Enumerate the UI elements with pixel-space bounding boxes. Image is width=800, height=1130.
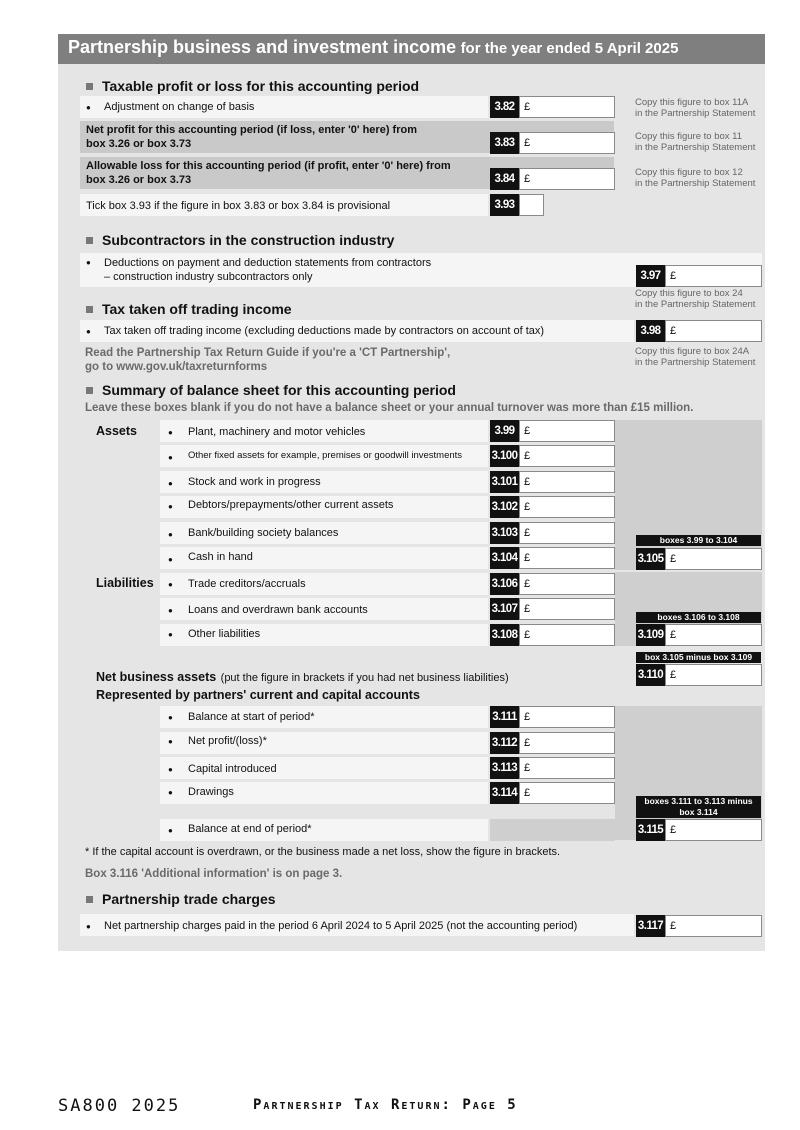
input-3-102[interactable]: £ — [519, 496, 615, 518]
box-number-3-107: 3.107 — [490, 598, 519, 620]
label-3-101: Stock and work in progress — [188, 476, 321, 488]
footer-page-title: Partnership Tax Return: Page 5 — [253, 1097, 518, 1113]
input-3-117[interactable]: £ — [665, 915, 762, 937]
input-3-105[interactable]: £ — [665, 548, 762, 570]
total-header-3-105: boxes 3.99 to 3.104 — [636, 535, 761, 546]
label-3-98: Tax taken off trading income (excluding deductions made by contractors on account of tax) — [104, 325, 545, 337]
footer-form-code: SA800 2025 — [58, 1096, 181, 1116]
input-3-97[interactable]: £ — [665, 265, 762, 287]
tick-box-3-93[interactable] — [519, 194, 544, 216]
input-3-103[interactable]: £ — [519, 522, 615, 544]
section-tax-taken-heading: Tax taken off trading income — [86, 301, 292, 317]
total-header-3-110: box 3.105 minus box 3.109 — [636, 652, 761, 663]
bullet-icon: ● — [168, 453, 173, 462]
input-3-100[interactable]: £ — [519, 445, 615, 467]
label-3-100: Other fixed assets for example, premises or goodwill investments — [188, 450, 463, 461]
input-3-111[interactable]: £ — [519, 706, 615, 728]
capital-account-footnote: * If the capital account is overdrawn, or the business made a net loss, show the figure in brackets. — [85, 846, 561, 858]
label-3-108: Other liabilities — [188, 628, 261, 640]
copy-note-3-82: Copy this figure to box 11A in the Partnership Statement — [635, 97, 756, 119]
bullet-icon: ● — [168, 530, 173, 539]
box-number-3-105: 3.105 — [636, 548, 665, 570]
input-3-108[interactable]: £ — [519, 624, 615, 646]
box-3-116-note: Box 3.116 'Additional information' is on page 3. — [85, 868, 343, 880]
bullet-icon: ● — [168, 580, 173, 589]
copy-note-3-98: Copy this figure to box 24A in the Partnership Statement — [635, 346, 756, 368]
bullet-icon: ● — [168, 765, 173, 774]
assets-heading: Assets — [96, 424, 137, 438]
balance-sheet-note: Leave these boxes blank if you do not have a balance sheet or your annual turnover was more than £15 million. — [85, 402, 694, 414]
liabilities-heading: Liabilities — [96, 576, 154, 590]
label-3-97: Deductions on payment and deduction statements from contractors – construction industry subcontractors only — [104, 257, 432, 283]
copy-note-3-83: Copy this figure to box 11 in the Partnership Statement — [635, 131, 756, 153]
square-bullet-icon — [86, 83, 93, 90]
label-3-104: Cash in hand — [188, 551, 253, 563]
label-3-115: Balance at end of period* — [188, 823, 312, 835]
bullet-icon: ● — [168, 788, 173, 797]
ct-partnership-note: Read the Partnership Tax Return Guide if you're a 'CT Partnership', go to www.gov.uk/taxreturnforms — [85, 347, 451, 373]
box-number-3-113: 3.113 — [490, 757, 519, 779]
bullet-icon: ● — [86, 327, 91, 336]
bullet-icon: ● — [168, 713, 173, 722]
input-3-107[interactable]: £ — [519, 598, 615, 620]
copy-note-3-97: Copy this figure to box 24 in the Partnership Statement — [635, 288, 756, 310]
blank-area-3-115 — [490, 819, 615, 841]
box-number-3-112: 3.112 — [490, 732, 519, 754]
input-3-99[interactable]: £ — [519, 420, 615, 442]
label-3-107: Loans and overdrawn bank accounts — [188, 604, 368, 616]
bullet-icon: ● — [168, 630, 173, 639]
bullet-icon: ● — [168, 479, 173, 488]
box-number-3-104: 3.104 — [490, 547, 519, 569]
partners-accounts-heading: Represented by partners' current and capital accounts — [96, 688, 420, 702]
label-3-99: Plant, machinery and motor vehicles — [188, 426, 366, 438]
square-bullet-icon — [86, 387, 93, 394]
input-3-104[interactable]: £ — [519, 547, 615, 569]
input-3-109[interactable]: £ — [665, 624, 762, 646]
box-number-3-98: 3.98 — [636, 320, 665, 342]
label-3-117: Net partnership charges paid in the period 6 April 2024 to 5 April 2025 (not the accounting period) — [104, 920, 578, 932]
bullet-icon: ● — [168, 826, 173, 835]
box-number-3-97: 3.97 — [636, 265, 665, 287]
box-number-3-103: 3.103 — [490, 522, 519, 544]
box-number-3-102: 3.102 — [490, 496, 519, 518]
bullet-icon: ● — [86, 103, 91, 112]
input-3-98[interactable]: £ — [665, 320, 762, 342]
total-header-3-109: boxes 3.106 to 3.108 — [636, 612, 761, 623]
box-number-3-99: 3.99 — [490, 420, 519, 442]
label-3-106: Trade creditors/accruals — [188, 578, 306, 590]
input-3-112[interactable]: £ — [519, 732, 615, 754]
input-3-84[interactable]: £ — [519, 168, 615, 190]
box-number-3-109: 3.109 — [636, 624, 665, 646]
box-number-3-82: 3.82 — [490, 96, 519, 118]
net-business-assets-label: Net business assets (put the figure in brackets if you had net business liabilities) — [96, 670, 509, 684]
bullet-icon: ● — [86, 922, 91, 931]
square-bullet-icon — [86, 896, 93, 903]
label-3-84: Allowable loss for this accounting period (if profit, enter '0' here) from box 3.26 or box 3.73 — [86, 160, 451, 186]
bullet-icon: ● — [168, 428, 173, 437]
box-number-3-108: 3.108 — [490, 624, 519, 646]
bullet-icon: ● — [168, 606, 173, 615]
label-3-93: Tick box 3.93 if the figure in box 3.83 or box 3.84 is provisional — [86, 200, 391, 212]
page-title-main: Partnership business and investment income — [68, 37, 457, 57]
label-3-114: Drawings — [188, 786, 234, 798]
section-subcontractors-heading: Subcontractors in the construction industry — [86, 232, 394, 248]
bullet-icon: ● — [86, 258, 91, 267]
copy-note-3-84: Copy this figure to box 12 in the Partnership Statement — [635, 167, 756, 189]
input-3-115[interactable]: £ — [665, 819, 762, 841]
bullet-icon: ● — [168, 502, 173, 511]
box-number-3-110: 3.110 — [636, 664, 665, 686]
label-3-82: Adjustment on change of basis — [104, 101, 255, 113]
page-title-suffix: for the year ended 5 April 2025 — [460, 40, 679, 57]
section-balance-sheet-heading: Summary of balance sheet for this accounting period — [86, 382, 456, 398]
label-3-103: Bank/building society balances — [188, 527, 339, 539]
section-taxable-heading: Taxable profit or loss for this accounting period — [86, 78, 419, 94]
label-3-112: Net profit/(loss)* — [188, 735, 267, 747]
box-number-3-114: 3.114 — [490, 782, 519, 804]
input-3-114[interactable]: £ — [519, 782, 615, 804]
label-3-111: Balance at start of period* — [188, 711, 315, 723]
box-number-3-111: 3.111 — [490, 706, 519, 728]
input-3-110[interactable]: £ — [665, 664, 762, 686]
input-3-113[interactable]: £ — [519, 757, 615, 779]
box-number-3-115: 3.115 — [636, 819, 665, 841]
square-bullet-icon — [86, 237, 93, 244]
label-3-113: Capital introduced — [188, 763, 277, 775]
bullet-icon: ● — [168, 737, 173, 746]
square-bullet-icon — [86, 306, 93, 313]
label-3-102: Debtors/prepayments/other current assets — [188, 499, 394, 511]
page-title — [58, 34, 765, 64]
input-3-82[interactable]: £ — [519, 96, 615, 118]
box-number-3-117: 3.117 — [636, 915, 665, 937]
total-header-3-115: boxes 3.111 to 3.113 minus box 3.114 — [636, 796, 761, 818]
box-number-3-101: 3.101 — [490, 471, 519, 493]
box-number-3-100: 3.100 — [490, 445, 519, 467]
box-number-3-93: 3.93 — [490, 194, 519, 216]
box-number-3-106: 3.106 — [490, 573, 519, 595]
bullet-icon: ● — [168, 555, 173, 564]
label-3-83: Net profit for this accounting period (if loss, enter '0' here) from box 3.26 or box 3.73 — [86, 124, 417, 150]
box-number-3-84: 3.84 — [490, 168, 519, 190]
section-trade-charges-heading: Partnership trade charges — [86, 891, 276, 907]
box-number-3-83: 3.83 — [490, 132, 519, 154]
input-3-106[interactable]: £ — [519, 573, 615, 595]
input-3-83[interactable]: £ — [519, 132, 615, 154]
input-3-101[interactable]: £ — [519, 471, 615, 493]
